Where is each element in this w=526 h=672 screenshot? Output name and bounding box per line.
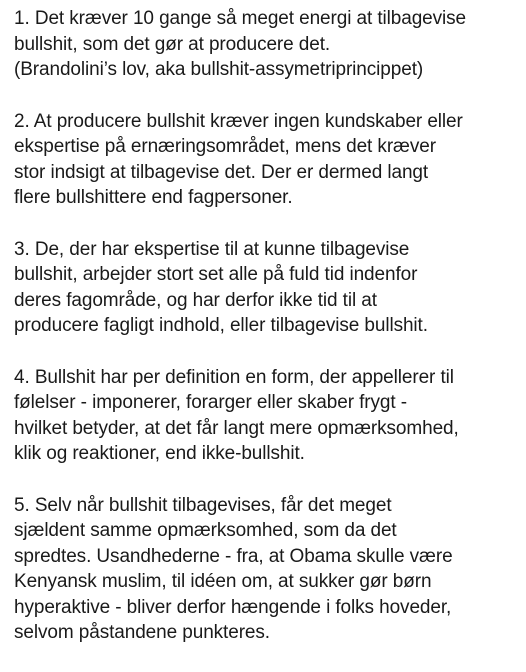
point-1-line-3: (Brandolini’s lov, aka bullshit-assymetriprincippet): [14, 59, 424, 80]
point-2-line-2: ekspertise på ernæringsområdet, mens det kræver: [14, 136, 436, 157]
point-2-line-1: 2. At producere bullshit kræver ingen kundskaber eller: [14, 110, 463, 132]
point-3-line-3: deres fagområde, og har derfor ikke tid til at: [14, 289, 377, 311]
point-2-line-4: flere bullshittere end fagpersoner.: [14, 187, 293, 208]
point-2-line-3: stor indsigt at tilbagevise det. Der er dermed langt: [14, 161, 429, 183]
point-4: [14, 365, 524, 467]
document-text: [14, 6, 524, 672]
point-5-line-6: selvom påstandene punkteres.: [14, 622, 270, 643]
point-1: [14, 6, 524, 83]
point-3-line-4: producere fagligt indhold, eller tilbagevise bullshit.: [14, 315, 428, 336]
point-2: [14, 109, 524, 211]
point-5-line-3: spredtes. Usandhederne - fra, at Obama skulle være: [14, 545, 453, 567]
point-4-line-2: følelser - imponerer, forarger eller skaber frygt -: [14, 392, 407, 413]
point-5-line-4: Kenyansk muslim, til idéen om, at sukker gør børn: [14, 571, 432, 592]
point-4-line-4: klik og reaktioner, end ikke-bullshit.: [14, 443, 305, 464]
point-3-line-2: bullshit, arbejder stort set alle på fuld tid indenfor: [14, 264, 418, 285]
point-5: [14, 493, 524, 646]
point-5-line-5: hyperaktive - bliver derfor hængende i folks hoveder,: [14, 596, 452, 618]
point-1-line-1: 1. Det kræver 10 gange så meget energi at tilbagevise: [14, 8, 467, 29]
point-5-line-1: 5. Selv når bullshit tilbagevises, får det meget: [14, 494, 392, 516]
point-4-line-1: 4. Bullshit har per definition en form, der appellerer til: [14, 366, 454, 388]
point-3-line-1: 3. De, der har ekspertise til at kunne tilbagevise: [14, 238, 410, 260]
point-4-line-3: hvilket betyder, at det får langt mere opmærksomhed,: [14, 417, 459, 439]
point-3: [14, 237, 524, 339]
point-5-line-2: sjældent samme opmærksomhed, som da det: [14, 520, 397, 541]
point-1-line-2: bullshit, som det gør at producere det.: [14, 33, 331, 55]
